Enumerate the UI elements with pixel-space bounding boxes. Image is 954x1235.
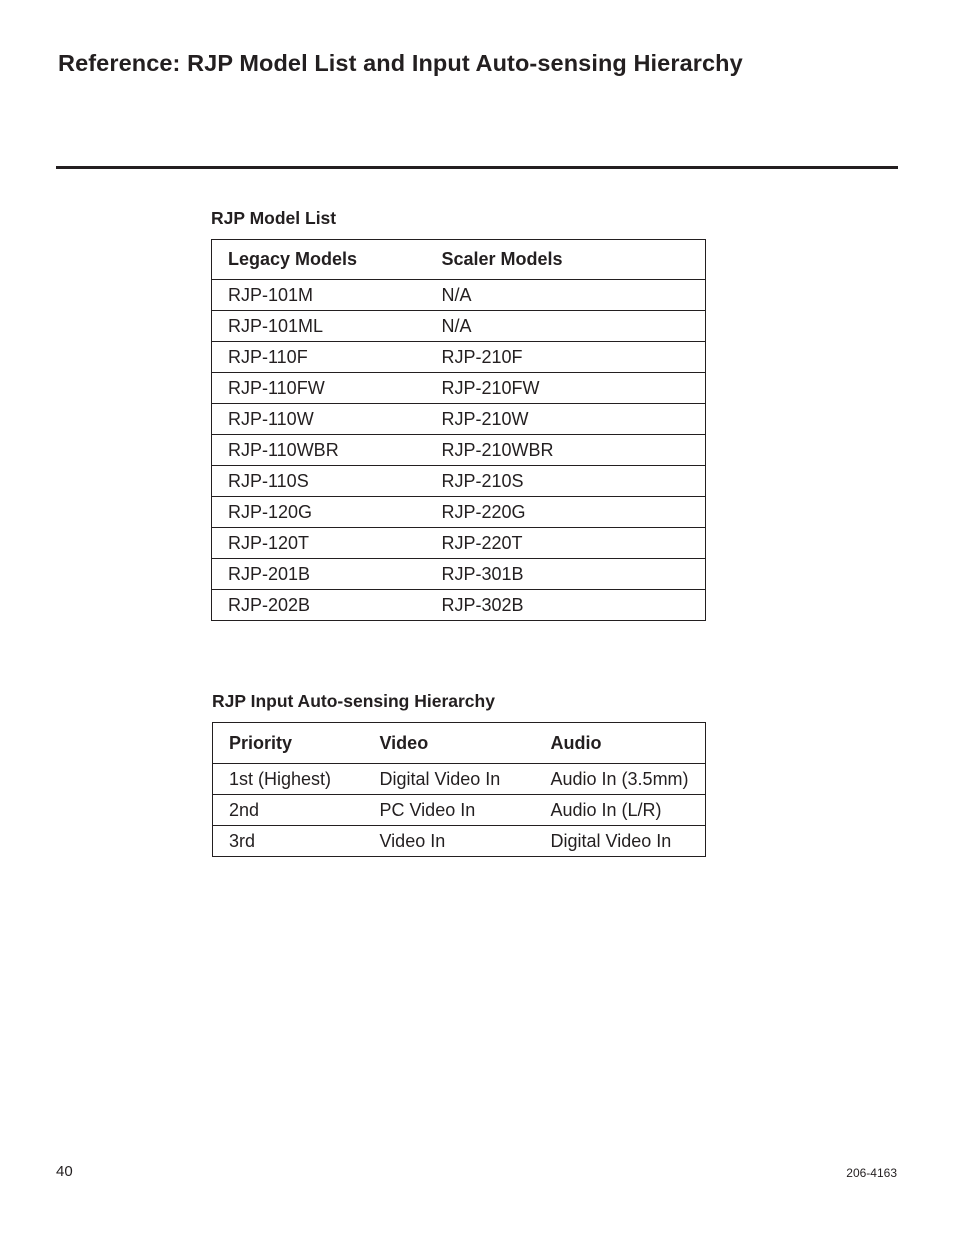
- legacy-model-cell: RJP-201B: [212, 559, 426, 590]
- scaler-model-cell: RJP-302B: [426, 590, 706, 621]
- model-list-table: [211, 239, 706, 621]
- audio-cell: Audio In (3.5mm): [535, 764, 706, 795]
- page-title: Reference: RJP Model List and Input Auto-sensing Hierarchy: [58, 50, 743, 76]
- column-header-legacy-models: Legacy Models: [212, 240, 426, 280]
- title-divider: [56, 166, 898, 169]
- column-header-audio: Audio: [535, 723, 706, 764]
- table-row: [212, 342, 706, 373]
- priority-cell: 2nd: [213, 795, 364, 826]
- table-row: [212, 497, 706, 528]
- legacy-model-cell: RJP-110W: [212, 404, 426, 435]
- table-row: [212, 311, 706, 342]
- video-cell: PC Video In: [364, 795, 535, 826]
- scaler-model-cell: RJP-210FW: [426, 373, 706, 404]
- video-cell: Digital Video In: [364, 764, 535, 795]
- scaler-model-cell: RJP-210WBR: [426, 435, 706, 466]
- table-row: [213, 795, 706, 826]
- legacy-model-cell: RJP-101ML: [212, 311, 426, 342]
- table-row: [212, 280, 706, 311]
- legacy-model-cell: RJP-110FW: [212, 373, 426, 404]
- scaler-model-cell: RJP-301B: [426, 559, 706, 590]
- legacy-model-cell: RJP-110S: [212, 466, 426, 497]
- scaler-model-cell: RJP-210W: [426, 404, 706, 435]
- hierarchy-table: [212, 722, 706, 857]
- legacy-model-cell: RJP-120G: [212, 497, 426, 528]
- legacy-model-cell: RJP-120T: [212, 528, 426, 559]
- legacy-model-cell: RJP-110WBR: [212, 435, 426, 466]
- table-row: [212, 404, 706, 435]
- column-header-video: Video: [364, 723, 535, 764]
- scaler-model-cell: N/A: [426, 280, 706, 311]
- priority-cell: 3rd: [213, 826, 364, 857]
- scaler-model-cell: N/A: [426, 311, 706, 342]
- scaler-model-cell: RJP-210S: [426, 466, 706, 497]
- column-header-priority: Priority: [213, 723, 364, 764]
- table-row: [212, 559, 706, 590]
- hierarchy-heading: RJP Input Auto-sensing Hierarchy: [212, 691, 495, 711]
- table-row: [212, 590, 706, 621]
- scaler-model-cell: RJP-220T: [426, 528, 706, 559]
- scaler-model-cell: RJP-220G: [426, 497, 706, 528]
- audio-cell: Digital Video In: [535, 826, 706, 857]
- legacy-model-cell: RJP-110F: [212, 342, 426, 373]
- audio-cell: Audio In (L/R): [535, 795, 706, 826]
- scaler-model-cell: RJP-210F: [426, 342, 706, 373]
- table-header-row: [212, 240, 706, 280]
- priority-cell: 1st (Highest): [213, 764, 364, 795]
- table-row: [212, 373, 706, 404]
- table-row: [213, 826, 706, 857]
- document-number: 206-4163: [846, 1166, 897, 1180]
- table-row: [212, 435, 706, 466]
- model-list-heading: RJP Model List: [211, 208, 337, 228]
- column-header-scaler-models: Scaler Models: [426, 240, 706, 280]
- table-row: [212, 466, 706, 497]
- page-number: 40: [56, 1163, 73, 1180]
- table-header-row: [213, 723, 706, 764]
- table-row: [213, 764, 706, 795]
- legacy-model-cell: RJP-202B: [212, 590, 426, 621]
- video-cell: Video In: [364, 826, 535, 857]
- table-row: [212, 528, 706, 559]
- legacy-model-cell: RJP-101M: [212, 280, 426, 311]
